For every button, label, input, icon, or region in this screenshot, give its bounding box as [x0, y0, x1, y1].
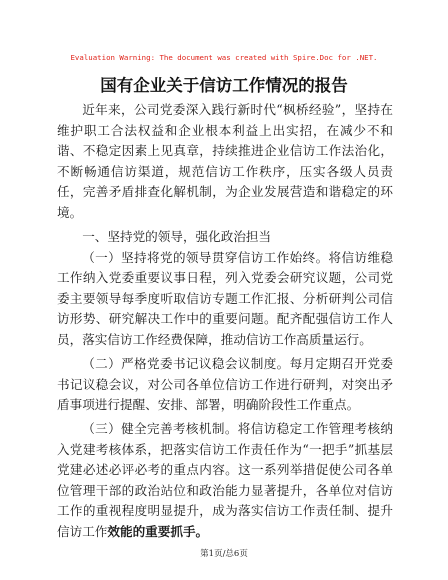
- evaluation-warning: Evaluation Warning: The document was created with Spire.Doc for .NET.: [70, 53, 378, 62]
- paragraph-3-bold-text: 效能的重要抓手。: [107, 524, 209, 540]
- intro-paragraph: 近年来，公司党委深入践行新时代“枫桥经验”，坚持在维护职工合法权益和企业根本利益上出实招，在减少不和谐、不稳定因素上见真章，持续推进企业信访工作法治化，不断畅通信访渠道，规范信访工作秩序，压实各级人员责任，完善矛盾排查化解机制，为企业发展营造和谐稳定的环境。: [57, 102, 393, 220]
- section-heading: 一、坚持党的领导，强化政治担当: [82, 228, 272, 244]
- document-title: 国有企业关于信访工作情况的报告: [100, 76, 348, 95]
- paragraph-2: （二）严格党委书记议稳会议制度。每月定期召开党委书记议稳会议，对公司各单位信访工作进行研判，对突出矛盾事项进行提醒、安排、部署，明确阶段性工作重点。: [57, 355, 393, 413]
- paragraph-3: [57, 419, 393, 543]
- paragraph-3-text: （三）健全完善考核机制。将信访稳定工作管理考核纳入党建考核体系，把落实信访工作责任作为“一把手”抓基层党建必述必评必考的重点内容。这一系列举措促使公司各单位管理干部的政治站位和政治能力显著提升，各单位对信访工作的重视程度明显提升，成为落实信访工作责任制、提升信访工作: [57, 421, 393, 540]
- page-footer: 第1页/总6页: [200, 549, 248, 559]
- document-body: [57, 100, 393, 543]
- paragraph-1: （一）坚持将党的领导贯穿信访工作始终。将信访维稳工作纳入党委重要议事日程，列入党委会研究议题，公司党委主要领导每季度听取信访专题工作汇报、分析研判公司信访形势、研究解决工作中的重要问题。配齐配强信访工作人员，落实信访工作经费保障，推动信访工作高质量运行。: [57, 249, 393, 347]
